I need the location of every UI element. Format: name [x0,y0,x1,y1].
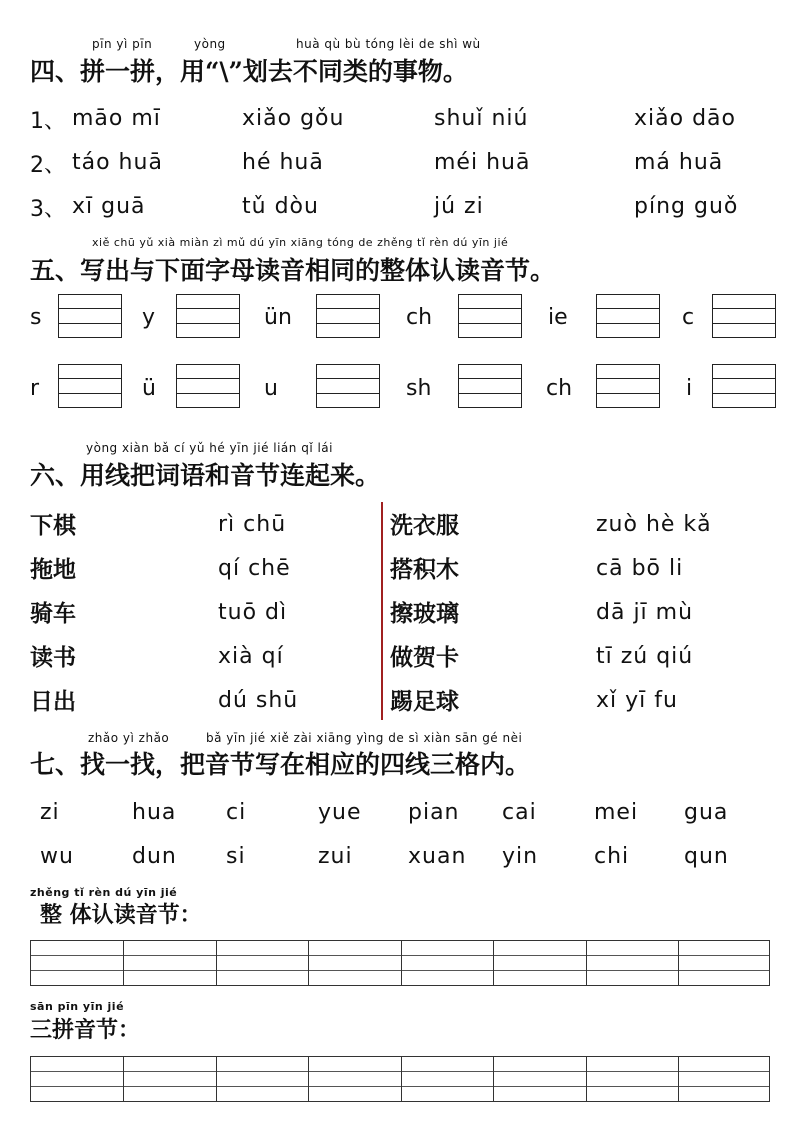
sec4-pinyin-2: yòng [194,37,226,51]
four-line-grid[interactable] [596,294,660,338]
syllable: mei [594,800,639,825]
syllable: hua [132,800,177,825]
sec4-pinyin-3: huà qù bù tóng lèi de shì wù [296,37,481,51]
sec7-pinyin-2: bǎ yīn jié xiě zài xiāng yìng de sì xiàn sān gé nèi [206,731,523,745]
four-line-grid[interactable] [58,364,122,408]
writing-grid-whole-syllables[interactable] [30,940,770,986]
label-whole-syllables: 整 体认读音节： [40,902,202,928]
column-divider [381,502,383,720]
left-pinyin: qí chē [218,556,291,581]
sec5-letter: ie [548,305,568,330]
right-pinyin: zuò hè kǎ [596,512,712,537]
right-word: 搭积木 [390,556,459,583]
syllable: wu [40,844,74,869]
syllable: dun [132,844,177,869]
four-line-grid[interactable] [712,294,776,338]
syllable: yin [502,844,539,869]
four-line-grid[interactable] [458,364,522,408]
sec5-letter: s [30,305,42,330]
sec4-item: méi huā [434,150,531,175]
left-word: 拖地 [30,556,76,583]
sec4-item: má huā [634,150,724,175]
four-line-grid[interactable] [176,364,240,408]
sec4-item: píng guǒ [634,194,739,219]
sec5-title: 五、写出与下面字母读音相同的整体认读音节。 [30,256,556,285]
syllable: chi [594,844,630,869]
left-pinyin: tuō dì [218,600,288,625]
syllable: zui [318,844,353,869]
sec4-item: tǔ dòu [242,194,319,219]
sec4-row1-num: 1、 [30,109,66,134]
syllable: yue [318,800,362,825]
sec4-item: māo mī [72,106,161,131]
sec5-letter: i [686,376,693,401]
sec6-title: 六、用线把词语和音节连起来。 [30,461,381,490]
right-pinyin: cā bō li [596,556,684,581]
four-line-grid[interactable] [176,294,240,338]
sec5-letter: ch [406,305,433,330]
sec6-pinyin: yòng xiàn bǎ cí yǔ hé yīn jié lián qǐ lái [86,441,333,455]
four-line-grid[interactable] [58,294,122,338]
left-word: 读书 [30,644,76,671]
left-word: 骑车 [30,600,76,627]
sec4-title: 四、拼一拼，用“\”划去不同类的事物。 [30,57,468,86]
label2-pinyin: sān pīn yīn jié [30,1000,125,1013]
left-pinyin: dú shū [218,688,299,713]
sec4-item: xī guā [72,194,146,219]
syllable: qun [684,844,729,869]
four-line-grid[interactable] [458,294,522,338]
four-line-grid[interactable] [712,364,776,408]
syllable: pian [408,800,460,825]
right-pinyin: xǐ yī fu [596,688,678,713]
left-word: 下棋 [30,512,76,539]
right-pinyin: dā jī mù [596,600,694,625]
right-pinyin: tī zú qiú [596,644,694,669]
right-word: 擦玻璃 [390,600,459,627]
sec7-pinyin-1: zhǎo yì zhǎo [88,731,170,745]
syllable: xuan [408,844,467,869]
sec5-letter: r [30,376,40,401]
right-word: 踢足球 [390,688,459,715]
four-line-grid[interactable] [316,364,380,408]
sec5-letter: ch [546,376,573,401]
sec4-item: xiǎo dāo [634,106,736,131]
sec4-row3-num: 3、 [30,197,66,222]
label1-pinyin: zhěng tǐ rèn dú yīn jié [30,886,178,899]
sec5-letter: ü [142,376,156,401]
syllable: cai [502,800,537,825]
writing-grid-triple-syllables[interactable] [30,1056,770,1102]
left-pinyin: rì chū [218,512,287,537]
left-pinyin: xià qí [218,644,284,669]
syllable: zi [40,800,60,825]
sec5-letter: ün [264,305,292,330]
four-line-grid[interactable] [316,294,380,338]
sec4-item: shuǐ niú [434,106,529,131]
sec4-row2-num: 2、 [30,153,66,178]
sec7-title: 七、找一找，把音节写在相应的四线三格内。 [30,750,531,779]
right-word: 做贺卡 [390,644,459,671]
sec5-letter: y [142,305,156,330]
four-line-grid[interactable] [596,364,660,408]
sec5-letter: c [682,305,695,330]
label-triple-syllables: 三拼音节： [30,1017,141,1043]
right-word: 洗衣服 [390,512,459,539]
sec5-letter: u [264,376,278,401]
sec4-item: hé huā [242,150,324,175]
syllable: ci [226,800,247,825]
syllable: si [226,844,246,869]
sec4-item: xiǎo gǒu [242,106,345,131]
left-word: 日出 [30,688,76,715]
sec4-item: táo huā [72,150,163,175]
sec4-item: jú zi [434,194,484,219]
sec5-pinyin: xiě chū yǔ xià miàn zì mǔ dú yīn xiāng tóng de zhěng tǐ rèn dú yīn jié [92,236,509,249]
sec5-letter: sh [406,376,432,401]
sec4-pinyin-1: pīn yì pīn [92,37,153,51]
syllable: gua [684,800,729,825]
